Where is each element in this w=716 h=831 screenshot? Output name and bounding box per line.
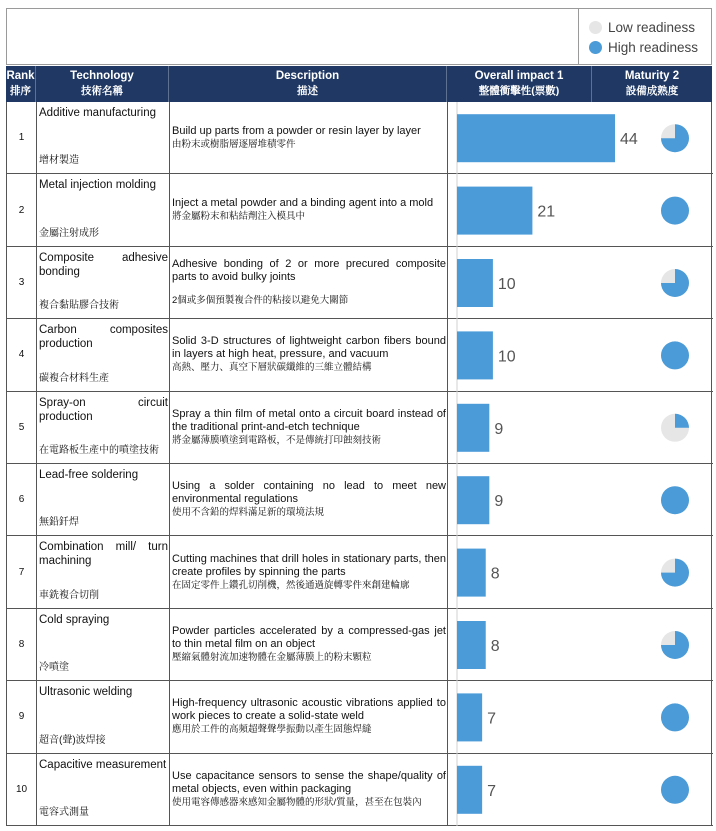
maturity-pie-fill: [661, 341, 689, 369]
rank-number: 5: [18, 421, 25, 433]
technology-cell: [37, 464, 170, 535]
technology-name-en: Combination mill/ turn machining: [39, 541, 168, 568]
header-rank-zh: 排序: [10, 85, 31, 97]
impact-bar: [457, 331, 493, 379]
impact-bar: [457, 259, 493, 307]
header-rank-en: Rank: [6, 70, 35, 82]
rank-cell: [7, 681, 37, 752]
technology-cell: [37, 247, 170, 318]
rank-cell: [7, 247, 37, 318]
low-readiness-swatch-icon: [589, 21, 602, 34]
technology-name-zh: 冷噴塗: [39, 662, 69, 674]
header-maturity: [592, 66, 712, 102]
rank-cell: [7, 392, 37, 463]
technology-name-en: Additive manufacturing: [39, 107, 156, 119]
header-description-zh: 描述: [297, 85, 318, 97]
description-zh: 由粉末或樹脂層逐層堆積零件: [172, 138, 296, 150]
header-technology-en: Technology: [70, 70, 134, 82]
description-cell: [170, 609, 448, 680]
impact-bar: [457, 114, 615, 162]
rank-number: 2: [18, 204, 25, 216]
description-cell: [170, 247, 448, 318]
impact-bar-label: 8: [490, 565, 500, 583]
maturity-pie-fill: [661, 776, 689, 804]
table-header: [6, 66, 712, 102]
technology-name-en: Capacitive measurement: [39, 758, 167, 771]
technology-name-zh: 電容式測量: [39, 806, 89, 818]
technology-name-en: Cold spraying: [39, 613, 110, 626]
description-cell: [170, 102, 448, 173]
technology-name-zh: 在電路板生產中的噴塗技術: [39, 444, 159, 456]
header-description: [169, 66, 447, 102]
maturity-pie-fill: [675, 414, 689, 428]
description-zh: 使用電容傳感器來感知金屬物體的形狀/質量，甚至在包裝內: [172, 796, 422, 808]
impact-bar-label: 21: [537, 203, 556, 221]
description-en: Using a solder containing no lead to meet new environmental regulations: [172, 480, 446, 506]
description-zh: 2個或多個預製複合件的粘接以避免大關節: [172, 294, 349, 306]
legend-label-low: Low readiness: [608, 19, 696, 35]
technology-cell: [37, 681, 170, 752]
impact-maturity-chart: [447, 102, 712, 826]
description-en: Adhesive bonding of 2 or more precured composite parts to avoid bulky joints: [172, 257, 446, 283]
description-zh: 應用於工件的高頻超聲聲學振動以產生固態焊縫: [172, 724, 372, 736]
technology-name-zh: 車銑複合切削: [39, 589, 99, 601]
technology-name-en: Spray-on circuit production: [39, 396, 168, 423]
description-cell: [170, 464, 448, 535]
description-zh: 高熱、壓力、真空下層狀碳纖維的三維立體結構: [172, 362, 372, 374]
header-rank: [6, 66, 36, 102]
description-cell: [170, 319, 448, 390]
description-zh: 將金屬薄膜噴塗到電路板，不是傳統打印蝕刻技術: [172, 434, 382, 446]
description-zh: 在固定零件上鑽孔切削機，然後通過旋轉零件來創建輪廓: [172, 579, 410, 591]
description-zh: 壓縮氣體射流加速物體在金屬薄膜上的粉末顆粒: [172, 651, 372, 663]
technology-name-zh: 超音(聲)波焊接: [39, 734, 106, 746]
impact-bar: [457, 693, 482, 741]
maturity-pie-fill: [661, 486, 689, 514]
legend-item-high: [589, 37, 712, 57]
rank-number: 4: [18, 349, 25, 361]
technology-name-zh: 複合黏貼膠合技術: [39, 300, 119, 312]
header-impact: [447, 66, 592, 102]
legend-item-low: [589, 17, 712, 37]
header-technology-zh: 技術名稱: [81, 85, 123, 97]
description-en: High-frequency ultrasonic acoustic vibrations applied to work pieces to create a solid-state weld: [172, 697, 446, 723]
impact-bar-label: 9: [494, 493, 504, 511]
technology-name-en: Lead-free soldering: [39, 469, 139, 481]
impact-bar-label: 44: [620, 131, 638, 149]
impact-bar-label: 10: [497, 348, 516, 366]
description-en: Spray a thin film of metal onto a circuit board instead of the traditional print-and-etch technique: [172, 407, 446, 433]
technology-name-zh: 增材製造: [39, 155, 79, 167]
impact-bar: [457, 766, 482, 814]
description-cell: [170, 536, 448, 607]
rank-number: 6: [18, 494, 25, 506]
legend-label-high: High readiness: [608, 39, 699, 55]
maturity-pie-fill: [661, 197, 689, 225]
header-impact-en: Overall impact 1: [474, 70, 564, 82]
technology-cell: [37, 319, 170, 390]
rank-cell: [7, 102, 37, 173]
rank-number: 1: [18, 132, 25, 144]
technology-name-en: Composite adhesive bonding: [39, 251, 168, 278]
description-cell: [170, 681, 448, 752]
description-en: Powder particles accelerated by a compressed-gas jet to thin metal film on an object: [172, 624, 446, 650]
impact-bar-label: 7: [487, 782, 497, 800]
description-zh: 使用不含鉛的焊料滿足新的環境法規: [172, 507, 325, 519]
technology-cell: [37, 754, 170, 825]
description-en: Inject a metal powder and a binding agent into a mold: [172, 197, 434, 210]
impact-bar: [457, 476, 489, 524]
header-maturity-en: Maturity 2: [624, 70, 680, 82]
technology-name-en: Metal injection molding: [39, 179, 156, 192]
impact-bar: [457, 621, 486, 669]
header-maturity-zh: 設備成熟度: [625, 85, 679, 97]
technology-cell: [37, 174, 170, 245]
impact-bar-label: 8: [490, 638, 500, 655]
rank-number: 9: [18, 711, 25, 723]
header-impact-zh: 整體衝擊性(票數): [478, 85, 560, 97]
high-readiness-swatch-icon: [589, 41, 602, 54]
maturity-pie-fill: [661, 703, 689, 731]
technology-cell: [37, 392, 170, 463]
description-en: Build up parts from a powder or resin layer by layer: [172, 124, 421, 137]
description-en: Use capacitance sensors to sense the shape/quality of metal objects, even within packaging: [172, 769, 446, 795]
description-en: Solid 3-D structures of lightweight carbon fibers bound in layers at high heat, pressure, and vacuum: [172, 335, 446, 361]
description-zh: 將金屬粉末和粘結劑注入模具中: [172, 211, 306, 223]
technology-name-zh: 碳複合材料生產: [39, 372, 109, 384]
rank-cell: [7, 609, 37, 680]
technology-name-zh: 無鉛釺焊: [39, 517, 79, 529]
technology-name-en: Ultrasonic welding: [39, 686, 133, 699]
description-cell: [170, 754, 448, 825]
header-description-en: Description: [275, 70, 340, 82]
technology-cell: [37, 609, 170, 680]
rank-number: 8: [18, 638, 25, 650]
description-cell: [170, 392, 448, 463]
rank-cell: [7, 174, 37, 245]
rank-cell: [7, 319, 37, 390]
rank-cell: [7, 464, 37, 535]
rank-number: 10: [15, 783, 28, 795]
technology-name-en: Carbon composites production: [39, 324, 168, 351]
impact-bar: [457, 404, 489, 452]
impact-bar-label: 7: [487, 710, 497, 728]
impact-bar: [457, 549, 486, 597]
rank-number: 7: [18, 566, 25, 578]
rank-cell: [7, 536, 37, 607]
description-cell: [170, 174, 448, 245]
technology-name-zh: 金屬注射成形: [39, 227, 99, 239]
header-technology: [36, 66, 169, 102]
description-en: Cutting machines that drill holes in stationary parts, then create profiles by spinning the parts: [172, 552, 446, 578]
impact-bar-label: 10: [497, 276, 516, 293]
impact-bar-label: 9: [494, 420, 504, 438]
rank-number: 3: [18, 276, 25, 288]
legend: [578, 8, 712, 65]
technology-cell: [37, 102, 170, 173]
impact-bar: [457, 187, 532, 235]
rank-cell: [7, 754, 37, 825]
technology-cell: [37, 536, 170, 607]
